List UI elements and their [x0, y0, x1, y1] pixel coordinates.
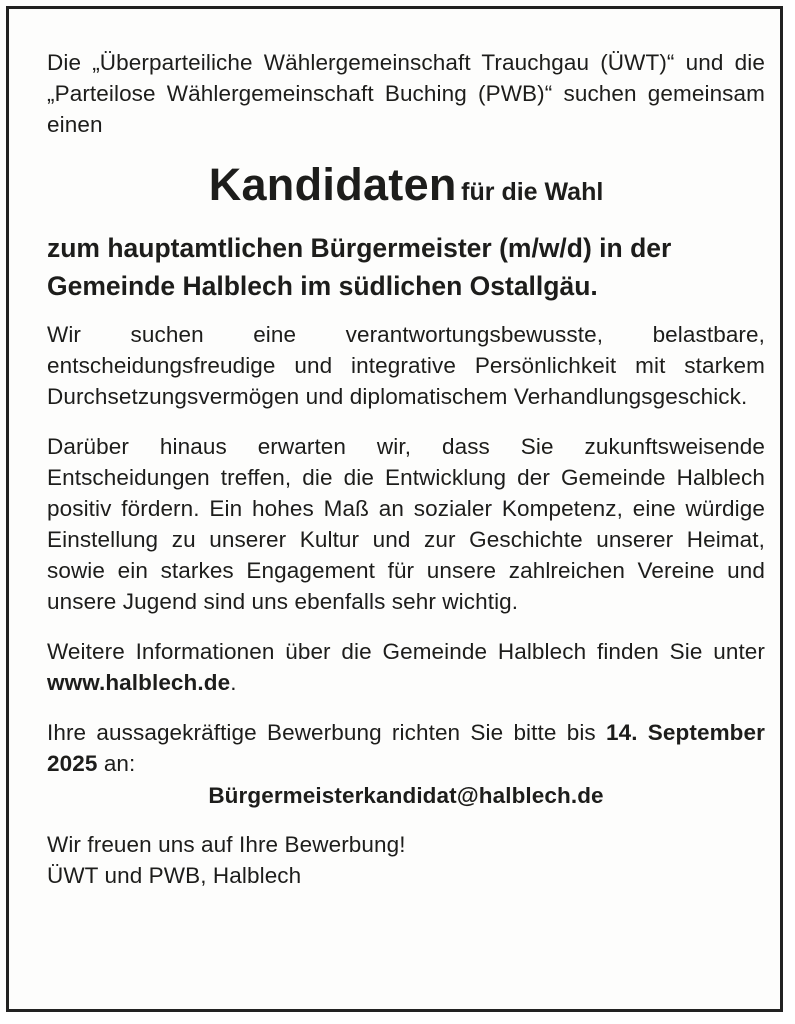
intro-text: Die „Überparteiliche Wählergemeinschaft Trauchgau (ÜWT)“ und die „Parteilose Wählergemeinschaft Buching (PWB)“ suchen gemeinsam einen: [47, 50, 765, 137]
paragraph-expectations: Darüber hinaus erwarten wir, dass Sie zukunftsweisende Entscheidungen treffen, die die Entwicklung der Gemeinde Halblech positiv fördern. Ein hohes Maß an sozialer Kompetenz, eine würdige Einstellung zu unserer Kultur und zur Geschichte unserer Heimat, sowie ein starkes Engagement für unsere zahlreichen Vereine und unsere Jugend sind uns ebenfalls sehr wichtig.: [47, 434, 765, 614]
info-text: Weitere Informationen über die Gemeinde Halblech finden Sie unter: [47, 639, 765, 664]
closing-line-1: Wir freuen uns auf Ihre Bewerbung!: [47, 832, 406, 857]
closing-line-2: ÜWT und PWB, Halblech: [47, 863, 302, 888]
paragraph-info: [47, 636, 765, 698]
website-link[interactable]: www.halblech.de: [47, 670, 231, 695]
paragraph-requirements: Wir suchen eine verantwortungsbewusste, belastbare, entscheidungsfreudige und integrative Persönlichkeit mit starkem Durchsetzungsvermögen und diplomatischem Verhandlungsgeschick.: [47, 322, 765, 409]
closing: [47, 829, 765, 891]
application-text: Ihre aussagekräftige Bewerbung richten Sie bitte bis: [47, 720, 606, 745]
deadline-date: 14. September 2025: [47, 720, 765, 776]
headline-main: Kandidaten: [208, 159, 457, 210]
ad-content: [47, 47, 765, 891]
ad-frame: [6, 6, 783, 1012]
application-email[interactable]: Bürgermeisterkandidat@halblech.de: [208, 783, 604, 808]
headline-suffix: für die Wahl: [461, 178, 604, 206]
headline: [47, 160, 765, 221]
info-text-end: .: [230, 670, 237, 695]
subheadline: zum hauptamtlichen Bürgermeister (m/w/d) in der Gemeinde Halblech im südlichen Ostallgäu.: [47, 233, 672, 301]
paragraph-application: [47, 717, 765, 779]
application-text-end: an:: [97, 751, 136, 776]
